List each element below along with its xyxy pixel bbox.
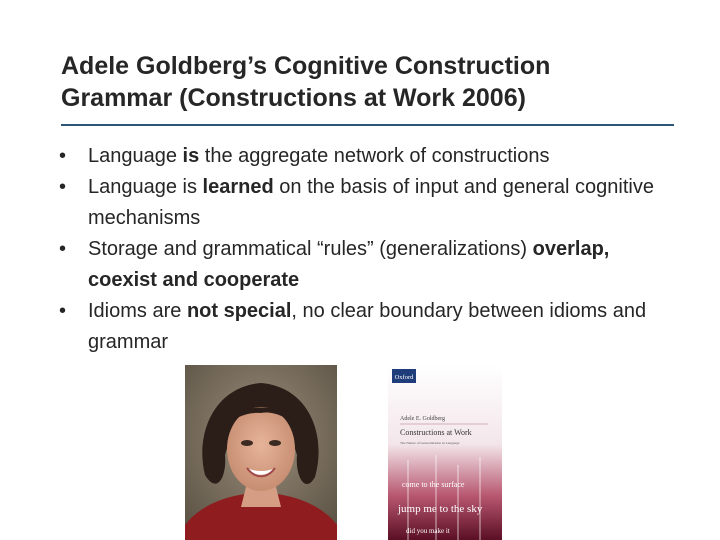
- bullet-item: [59, 234, 679, 296]
- bullet-list: [59, 141, 679, 358]
- bullet-marker: •: [59, 176, 67, 198]
- book-title: Constructions at Work: [400, 428, 472, 437]
- slide-title-line-2: Grammar (Constructions at Work 2006): [61, 84, 526, 112]
- bullet-text-bold: learned: [202, 176, 274, 198]
- book-lyric-3: did you make it: [406, 527, 450, 535]
- bullet-text: Idioms are: [88, 300, 187, 322]
- slide-title: [61, 50, 681, 114]
- bullet-text: , no clear boundary between idioms and grammar: [88, 300, 647, 353]
- portrait-photo: [185, 365, 337, 540]
- bullet-text: the aggregate network of constructions: [199, 145, 550, 167]
- book-cover-image: [388, 365, 502, 540]
- bullet-text-bold: is: [182, 145, 200, 167]
- bullet-marker: •: [59, 145, 67, 167]
- bullet-item: [59, 141, 679, 172]
- book-lyric-1: come to the surface: [402, 480, 465, 489]
- book-lyric-2: jump me to the sky: [398, 503, 483, 515]
- bullet-text: on the basis of input and general cognitive mechanisms: [88, 176, 654, 229]
- book-author: Adele E. Goldberg: [400, 416, 446, 422]
- bullet-marker: •: [59, 238, 67, 260]
- slide-title-line-1: Adele Goldberg’s Cognitive Construction: [61, 52, 551, 80]
- book-subtitle: The Nature of Generalization in Language: [400, 441, 460, 445]
- bullet-text-bold: overlap, coexist and cooperate: [88, 238, 610, 291]
- portrait-photo-image: [185, 365, 337, 540]
- bullet-item: [59, 296, 679, 358]
- bullet-text-bold: not special: [186, 300, 292, 322]
- title-divider: [61, 124, 674, 126]
- bullet-text: Language: [88, 145, 183, 167]
- bullet-text: Storage and grammatical “rules” (generalizations): [88, 238, 533, 260]
- bullet-item: [59, 172, 679, 234]
- book-publisher: Oxford: [394, 374, 414, 381]
- book-cover: [388, 365, 502, 540]
- bullet-marker: •: [59, 300, 67, 322]
- bullet-text: Language is: [88, 176, 203, 198]
